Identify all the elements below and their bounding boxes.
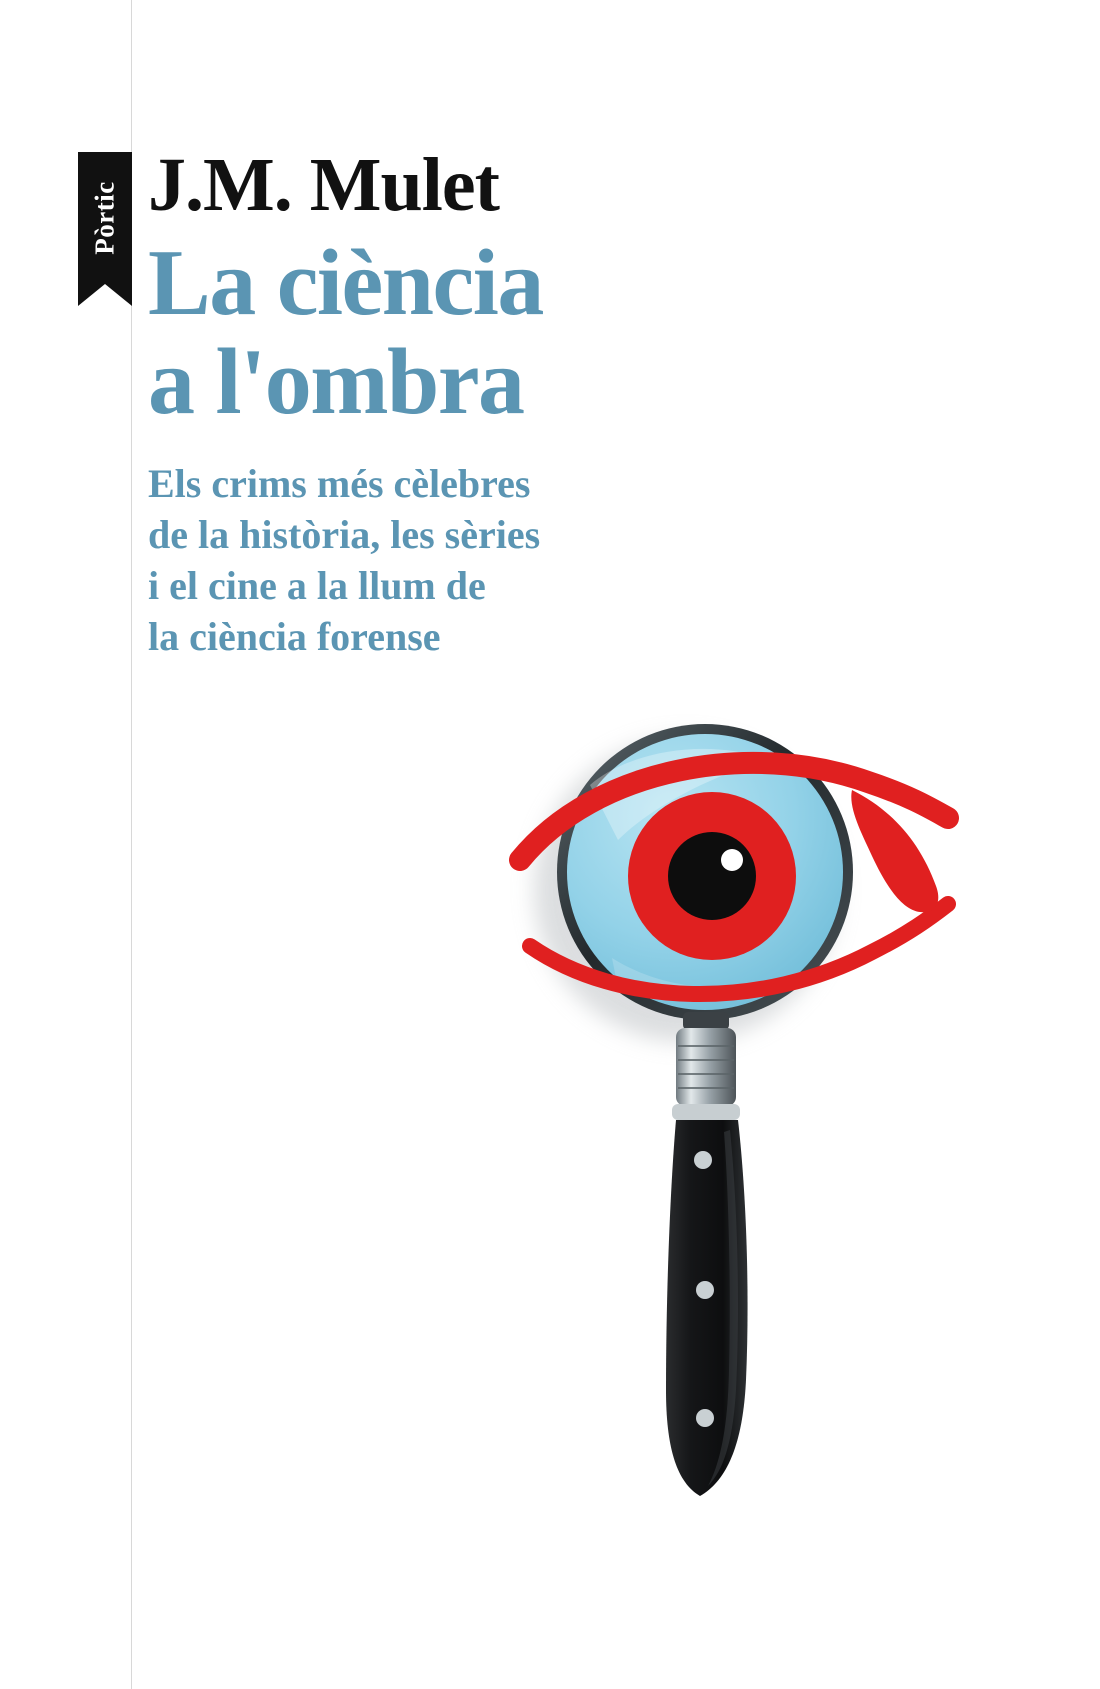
magnifying-glass-with-eye-illustration — [500, 690, 970, 1520]
subtitle-line-2: de la història, les sèries — [148, 512, 541, 558]
publisher-tab — [78, 152, 132, 284]
book-title — [148, 231, 848, 435]
handle-rivet-3 — [696, 1409, 714, 1427]
eye-highlight — [721, 849, 743, 871]
title-line-1: La ciència — [148, 231, 543, 336]
publisher-name: Pòrtic — [89, 181, 120, 255]
title-line-2: a l'ombra — [148, 330, 524, 435]
cover-text-block — [148, 143, 848, 663]
subtitle-line-3: i el cine a la llum de — [148, 563, 486, 609]
ferrule-collar — [672, 1104, 740, 1120]
subtitle-line-1: Els crims més cèlebres — [148, 460, 531, 506]
handle-rivet-1 — [694, 1151, 712, 1169]
author-name: J.M. Mulet — [148, 143, 499, 227]
handle-rivet-2 — [696, 1281, 714, 1299]
subtitle-line-4: la ciència forense — [148, 614, 441, 660]
eye-pupil — [668, 832, 756, 920]
book-subtitle — [148, 458, 848, 663]
metal-ferrule — [676, 1028, 736, 1106]
lens-neck — [683, 1012, 729, 1030]
